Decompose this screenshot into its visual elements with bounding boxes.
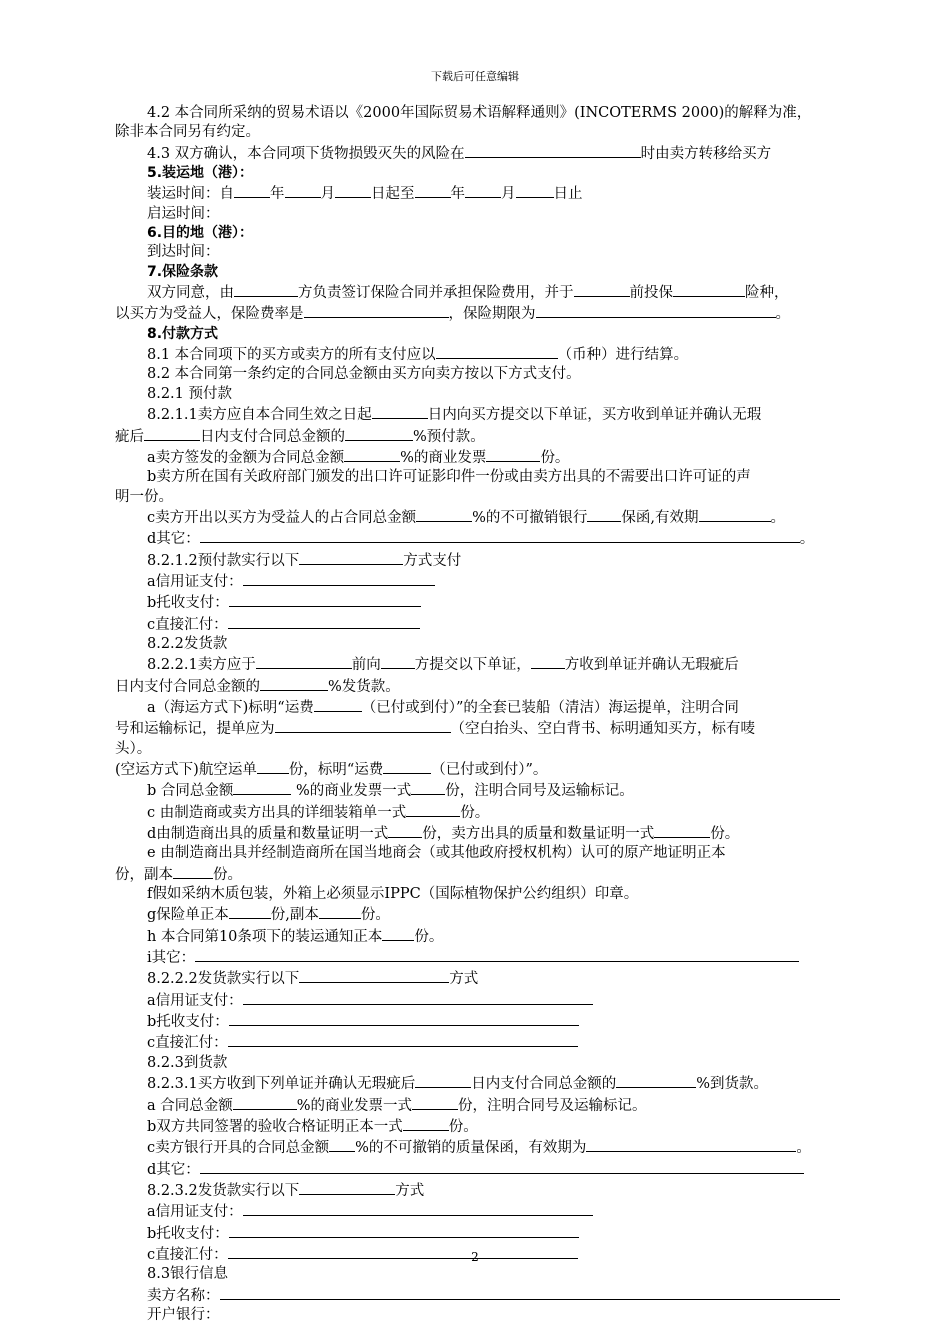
blank-field[interactable]: [406, 802, 460, 817]
line-text: %预付款。: [413, 428, 485, 445]
line-text: 方收到单证并确认无瑕疵后: [564, 657, 739, 674]
line-text: 日内支付合同总金额的: [115, 678, 260, 695]
contract-line: [115, 1032, 863, 1053]
line-text: 年: [270, 186, 285, 203]
blank-field[interactable]: [531, 654, 565, 669]
line-text: （已付或到付）”。: [431, 762, 548, 778]
blank-field[interactable]: [372, 404, 428, 419]
line-text: 时由卖方转移给买方: [640, 145, 772, 162]
blank-field[interactable]: [243, 571, 435, 586]
line-text: 启运时间：: [147, 205, 220, 222]
blank-field[interactable]: [436, 344, 558, 359]
line-text: ，保险期限为: [448, 306, 536, 323]
blank-field[interactable]: [200, 528, 800, 543]
line-text: （已付或到付）”的全套已装船（清洁）海运提单，注明合同: [361, 699, 739, 716]
line-text: a 合同总金额: [147, 1097, 233, 1114]
contract-line: [115, 104, 863, 123]
line-text: 份。: [360, 907, 390, 924]
blank-field[interactable]: [673, 282, 745, 297]
blank-field[interactable]: [616, 1073, 696, 1088]
blank-field[interactable]: [256, 654, 352, 669]
line-text: %的不可撤销的质量保函，有效期为: [355, 1140, 587, 1157]
blank-field[interactable]: [388, 823, 422, 838]
blank-field[interactable]: [220, 1285, 840, 1300]
line-text: 双方同意，由: [147, 285, 234, 302]
line-text: 份。: [213, 866, 242, 883]
line-text: 方式: [449, 971, 479, 988]
line-text: 号和运输标记，提单应为: [115, 721, 275, 738]
contract-line: [115, 1223, 863, 1244]
blank-field[interactable]: [299, 968, 449, 983]
contract-line: [115, 571, 863, 592]
line-text: 份。: [448, 1118, 478, 1135]
contract-line: [115, 968, 863, 989]
blank-field[interactable]: [314, 697, 362, 712]
line-text: 日内支付合同总金额的: [200, 428, 345, 445]
contract-line: [115, 426, 863, 447]
line-text: 方式: [395, 1182, 425, 1199]
line-text: c卖方银行开具的合同总金额: [147, 1140, 330, 1157]
blank-field[interactable]: [412, 1095, 458, 1110]
line-text: 月: [320, 186, 335, 203]
contract-line: [115, 282, 863, 303]
contract-line: [115, 740, 863, 759]
line-text: 8.付款方式: [147, 325, 219, 342]
line-text: 以买方为受益人，保险费率是: [115, 306, 304, 323]
line-text: a（海运方式下)标明“运费: [147, 699, 314, 716]
line-text: 卖方名称：: [147, 1287, 220, 1304]
contract-line: [115, 1201, 863, 1222]
blank-field[interactable]: [486, 447, 540, 462]
blank-field[interactable]: [257, 759, 289, 774]
contract-line: [115, 1265, 863, 1284]
line-text: 4.2 本合同所采纳的贸易术语以《2000年国际贸易术语解释通则》(INCOTERMS 2000)的解释为准，: [147, 105, 812, 121]
line-text: 8.2.2.1卖方应于: [147, 657, 256, 674]
line-text: 份，卖方出具的质量和数量证明一式: [422, 826, 655, 843]
line-text: d由制造商出具的质量和数量证明一式: [147, 826, 389, 843]
line-text: c直接汇付：: [147, 1035, 228, 1052]
line-text: %到货款。: [696, 1076, 769, 1093]
contract-line: [115, 1073, 863, 1094]
contract-line: [115, 183, 863, 204]
line-text: 份,副本: [270, 907, 319, 924]
line-text: c 由制造商或卖方出具的详细装箱单一式: [147, 804, 407, 821]
contract-line: [115, 224, 863, 243]
contract-line: [115, 635, 863, 654]
blank-field[interactable]: [195, 947, 799, 962]
line-text: 8.1 本合同项下的买方或卖方的所有支付应以: [147, 347, 436, 364]
line-text: c直接汇付：: [147, 1246, 228, 1263]
contract-line: [115, 528, 863, 549]
blank-field[interactable]: [586, 1137, 796, 1152]
line-text: %的商业发票: [400, 449, 487, 466]
line-text: 份。: [710, 826, 740, 843]
contract-line: [115, 404, 863, 425]
blank-field[interactable]: [229, 904, 271, 919]
line-text: 方提交以下单证，: [414, 657, 531, 674]
line-text: 装运时间：自: [147, 186, 234, 203]
line-text: %的商业发票一式: [296, 1097, 413, 1114]
line-text: 险种，: [745, 285, 789, 302]
line-text: 疵后: [115, 428, 144, 445]
line-text: d其它：: [147, 1161, 200, 1178]
page-header: 下载后可任意编辑: [431, 70, 519, 83]
blank-field[interactable]: [144, 426, 200, 441]
line-text: 7.保险条款: [147, 263, 219, 280]
blank-field[interactable]: [233, 1095, 297, 1110]
blank-field[interactable]: [299, 1180, 395, 1195]
line-text: 8.2.2发货款: [147, 635, 228, 652]
blank-field[interactable]: [260, 676, 328, 691]
blank-field[interactable]: [654, 823, 710, 838]
line-text: 明一份。: [115, 488, 173, 505]
blank-field[interactable]: [233, 780, 291, 795]
blank-field[interactable]: [173, 864, 213, 879]
line-text: a信用证支付：: [147, 573, 243, 590]
contract-line: [115, 164, 863, 183]
line-text: %的不可撤销银行: [472, 509, 588, 526]
line-text: 日内向买方提交以下单证，买方收到单证并确认无瑕: [427, 407, 762, 424]
blank-field[interactable]: [411, 780, 445, 795]
line-text: b托收支付：: [147, 1014, 229, 1031]
line-text: i其它：: [147, 950, 196, 967]
contract-line: [115, 1159, 863, 1180]
line-text: 年: [450, 186, 465, 203]
line-text: a信用证支付：: [147, 992, 243, 1009]
line-text: 份，副本: [115, 866, 173, 883]
blank-field[interactable]: [228, 1032, 578, 1047]
line-text: 月: [501, 186, 516, 203]
blank-field[interactable]: [329, 1137, 355, 1152]
line-text: （空白抬头、空白背书、标明通知买方，标有唛: [450, 721, 755, 738]
line-text: 8.2.3.1买方收到下列单证并确认无瑕疵后: [147, 1076, 416, 1093]
contract-line: [115, 990, 863, 1011]
line-text: g保险单正本: [147, 907, 229, 924]
contract-line: [115, 947, 863, 968]
blank-field[interactable]: [416, 507, 472, 522]
contract-line: [115, 1116, 863, 1137]
line-text: 除非本合同另有约定。: [115, 124, 260, 141]
line-text: 8.3银行信息: [147, 1266, 229, 1283]
line-text: c直接汇付：: [147, 616, 228, 633]
contract-line: [115, 507, 863, 528]
contract-line: [115, 1180, 863, 1201]
blank-field[interactable]: [229, 1223, 579, 1238]
contract-line: [115, 488, 863, 507]
contract-line: [115, 365, 863, 384]
contract-line: [115, 654, 863, 675]
blank-field[interactable]: [699, 507, 771, 522]
line-text: b 合同总金额: [147, 783, 234, 800]
blank-field[interactable]: [285, 183, 321, 198]
line-text: b托收支付：: [147, 595, 229, 612]
contract-line: [115, 759, 863, 780]
line-text: 8.2.3.2发货款实行以下: [147, 1182, 300, 1199]
contract-line: [115, 1137, 863, 1158]
contract-line: [115, 718, 863, 739]
contract-line: [115, 205, 863, 224]
line-text: 。: [796, 1140, 811, 1157]
contract-line: [115, 550, 863, 571]
line-text: 份，注明合同号及运输标记。: [458, 1097, 647, 1114]
contract-line: [115, 1306, 863, 1325]
contract-line: [115, 802, 863, 823]
blank-field[interactable]: [243, 990, 593, 1005]
line-text: b卖方所在国有关政府部门颁发的出口许可证影印件一份或由卖方出具的不需要出口许可证的声: [147, 469, 751, 486]
line-text: 份。: [414, 928, 444, 945]
line-text: 8.2.1 预付款: [147, 385, 233, 402]
contract-line: [115, 143, 863, 164]
line-text: 4.3 双方确认，本合同项下货物损毁灭失的风险在: [147, 145, 465, 162]
line-text: 开户银行：: [147, 1306, 220, 1323]
contract-line: [115, 1054, 863, 1073]
line-text: 份。: [540, 449, 570, 466]
contract-line: [115, 676, 863, 697]
line-text: 8.2 本合同第一条约定的合同总金额由买方向卖方按以下方式支付。: [147, 366, 581, 383]
line-text: 份，标明“运费: [288, 762, 384, 778]
line-text: e 由制造商出具并经制造商所在国当地商会（或其他政府授权机构）认可的原产地证明正本: [147, 845, 726, 862]
blank-field[interactable]: [229, 1011, 579, 1026]
contract-line: [115, 385, 863, 404]
blank-field[interactable]: [465, 143, 641, 158]
contract-line: [115, 926, 863, 947]
line-text: 方式支付: [403, 552, 462, 569]
contract-line: [115, 447, 863, 468]
contract-line: [115, 243, 863, 262]
blank-field[interactable]: [229, 592, 421, 607]
page-number: 2: [471, 1250, 479, 1264]
blank-field[interactable]: [200, 1159, 804, 1174]
line-text: a卖方签发的金额为合同总金额: [147, 449, 345, 466]
line-text: 8.2.2.2发货款实行以下: [147, 971, 300, 988]
line-text: 方负责签订保险合同并承担保险费用，并于: [298, 285, 574, 302]
blank-field[interactable]: [243, 1201, 593, 1216]
contract-line: [115, 1285, 863, 1306]
blank-field[interactable]: [275, 718, 451, 733]
blank-field[interactable]: [415, 1073, 471, 1088]
blank-field[interactable]: [574, 282, 630, 297]
contract-line: [115, 468, 863, 487]
line-text: 日起至: [371, 186, 415, 203]
contract-line: [115, 344, 863, 365]
blank-field[interactable]: [516, 183, 554, 198]
line-text: 头）。: [115, 740, 152, 757]
line-text: 到达时间：: [147, 244, 220, 261]
blank-field[interactable]: [415, 183, 451, 198]
blank-field[interactable]: [299, 550, 403, 565]
blank-field[interactable]: [382, 926, 414, 941]
line-text: b双方共同签署的验收合格证明正本一式: [147, 1118, 403, 1135]
contract-line: [115, 885, 863, 904]
contract-line: [115, 1011, 863, 1032]
line-text: 。: [770, 509, 786, 526]
blank-field[interactable]: [304, 303, 449, 318]
contract-line: [115, 844, 863, 863]
contract-line: [115, 592, 863, 613]
line-text: 。: [799, 531, 815, 548]
contract-body: [115, 104, 863, 1325]
line-text: d其它：: [147, 531, 200, 548]
line-text: 日内支付合同总金额的: [471, 1076, 617, 1093]
contract-line: [115, 823, 863, 844]
line-text: a信用证支付：: [147, 1204, 243, 1221]
contract-line: [115, 303, 863, 324]
contract-line: [115, 263, 863, 282]
line-text: 。: [775, 306, 790, 323]
line-text: 日止: [553, 186, 583, 203]
contract-line: [115, 123, 863, 142]
blank-field[interactable]: [344, 447, 400, 462]
line-text: 6.目的地（港）：: [147, 225, 254, 242]
line-text: %的商业发票一式: [291, 783, 412, 800]
blank-field[interactable]: [383, 759, 431, 774]
line-text: 8.2.3到货款: [147, 1054, 228, 1071]
line-text: f假如采纳木质包装，外箱上必须显示IPPC（国际植物保护公约组织）印章。: [147, 886, 639, 903]
contract-line: [115, 1095, 863, 1116]
contract-line: [115, 614, 863, 635]
blank-field[interactable]: [228, 614, 420, 629]
line-text: 前向: [351, 657, 381, 674]
contract-line: [115, 780, 863, 801]
line-text: 份。: [460, 804, 490, 821]
line-text: %发货款。: [328, 678, 400, 695]
line-text: (空运方式下)航空运单: [115, 762, 257, 778]
line-text: b托收支付：: [147, 1225, 229, 1242]
contract-line: [115, 904, 863, 925]
line-text: （币种）进行结算。: [557, 347, 689, 364]
contract-line: [115, 697, 863, 718]
blank-field[interactable]: [536, 303, 776, 318]
line-text: 份，注明合同号及运输标记。: [445, 783, 634, 800]
line-text: 前投保: [629, 285, 673, 302]
contract-line: [115, 864, 863, 885]
line-text: c卖方开出以买方为受益人的占合同总金额: [147, 509, 417, 526]
blank-field[interactable]: [345, 426, 413, 441]
blank-field[interactable]: [587, 507, 621, 522]
blank-field[interactable]: [381, 654, 415, 669]
line-text: 5.装运地（港）：: [147, 165, 254, 182]
blank-field[interactable]: [234, 183, 270, 198]
line-text: 8.2.1.2预付款实行以下: [147, 552, 300, 569]
blank-field[interactable]: [234, 282, 298, 297]
line-text: 8.2.1.1卖方应自本合同生效之日起: [147, 407, 372, 424]
blank-field[interactable]: [465, 183, 501, 198]
blank-field[interactable]: [335, 183, 371, 198]
contract-line: [115, 325, 863, 344]
line-text: 保函,有效期: [621, 509, 699, 526]
blank-field[interactable]: [403, 1116, 449, 1131]
line-text: h 本合同第10条项下的装运通知正本: [147, 928, 383, 945]
blank-field[interactable]: [319, 904, 361, 919]
